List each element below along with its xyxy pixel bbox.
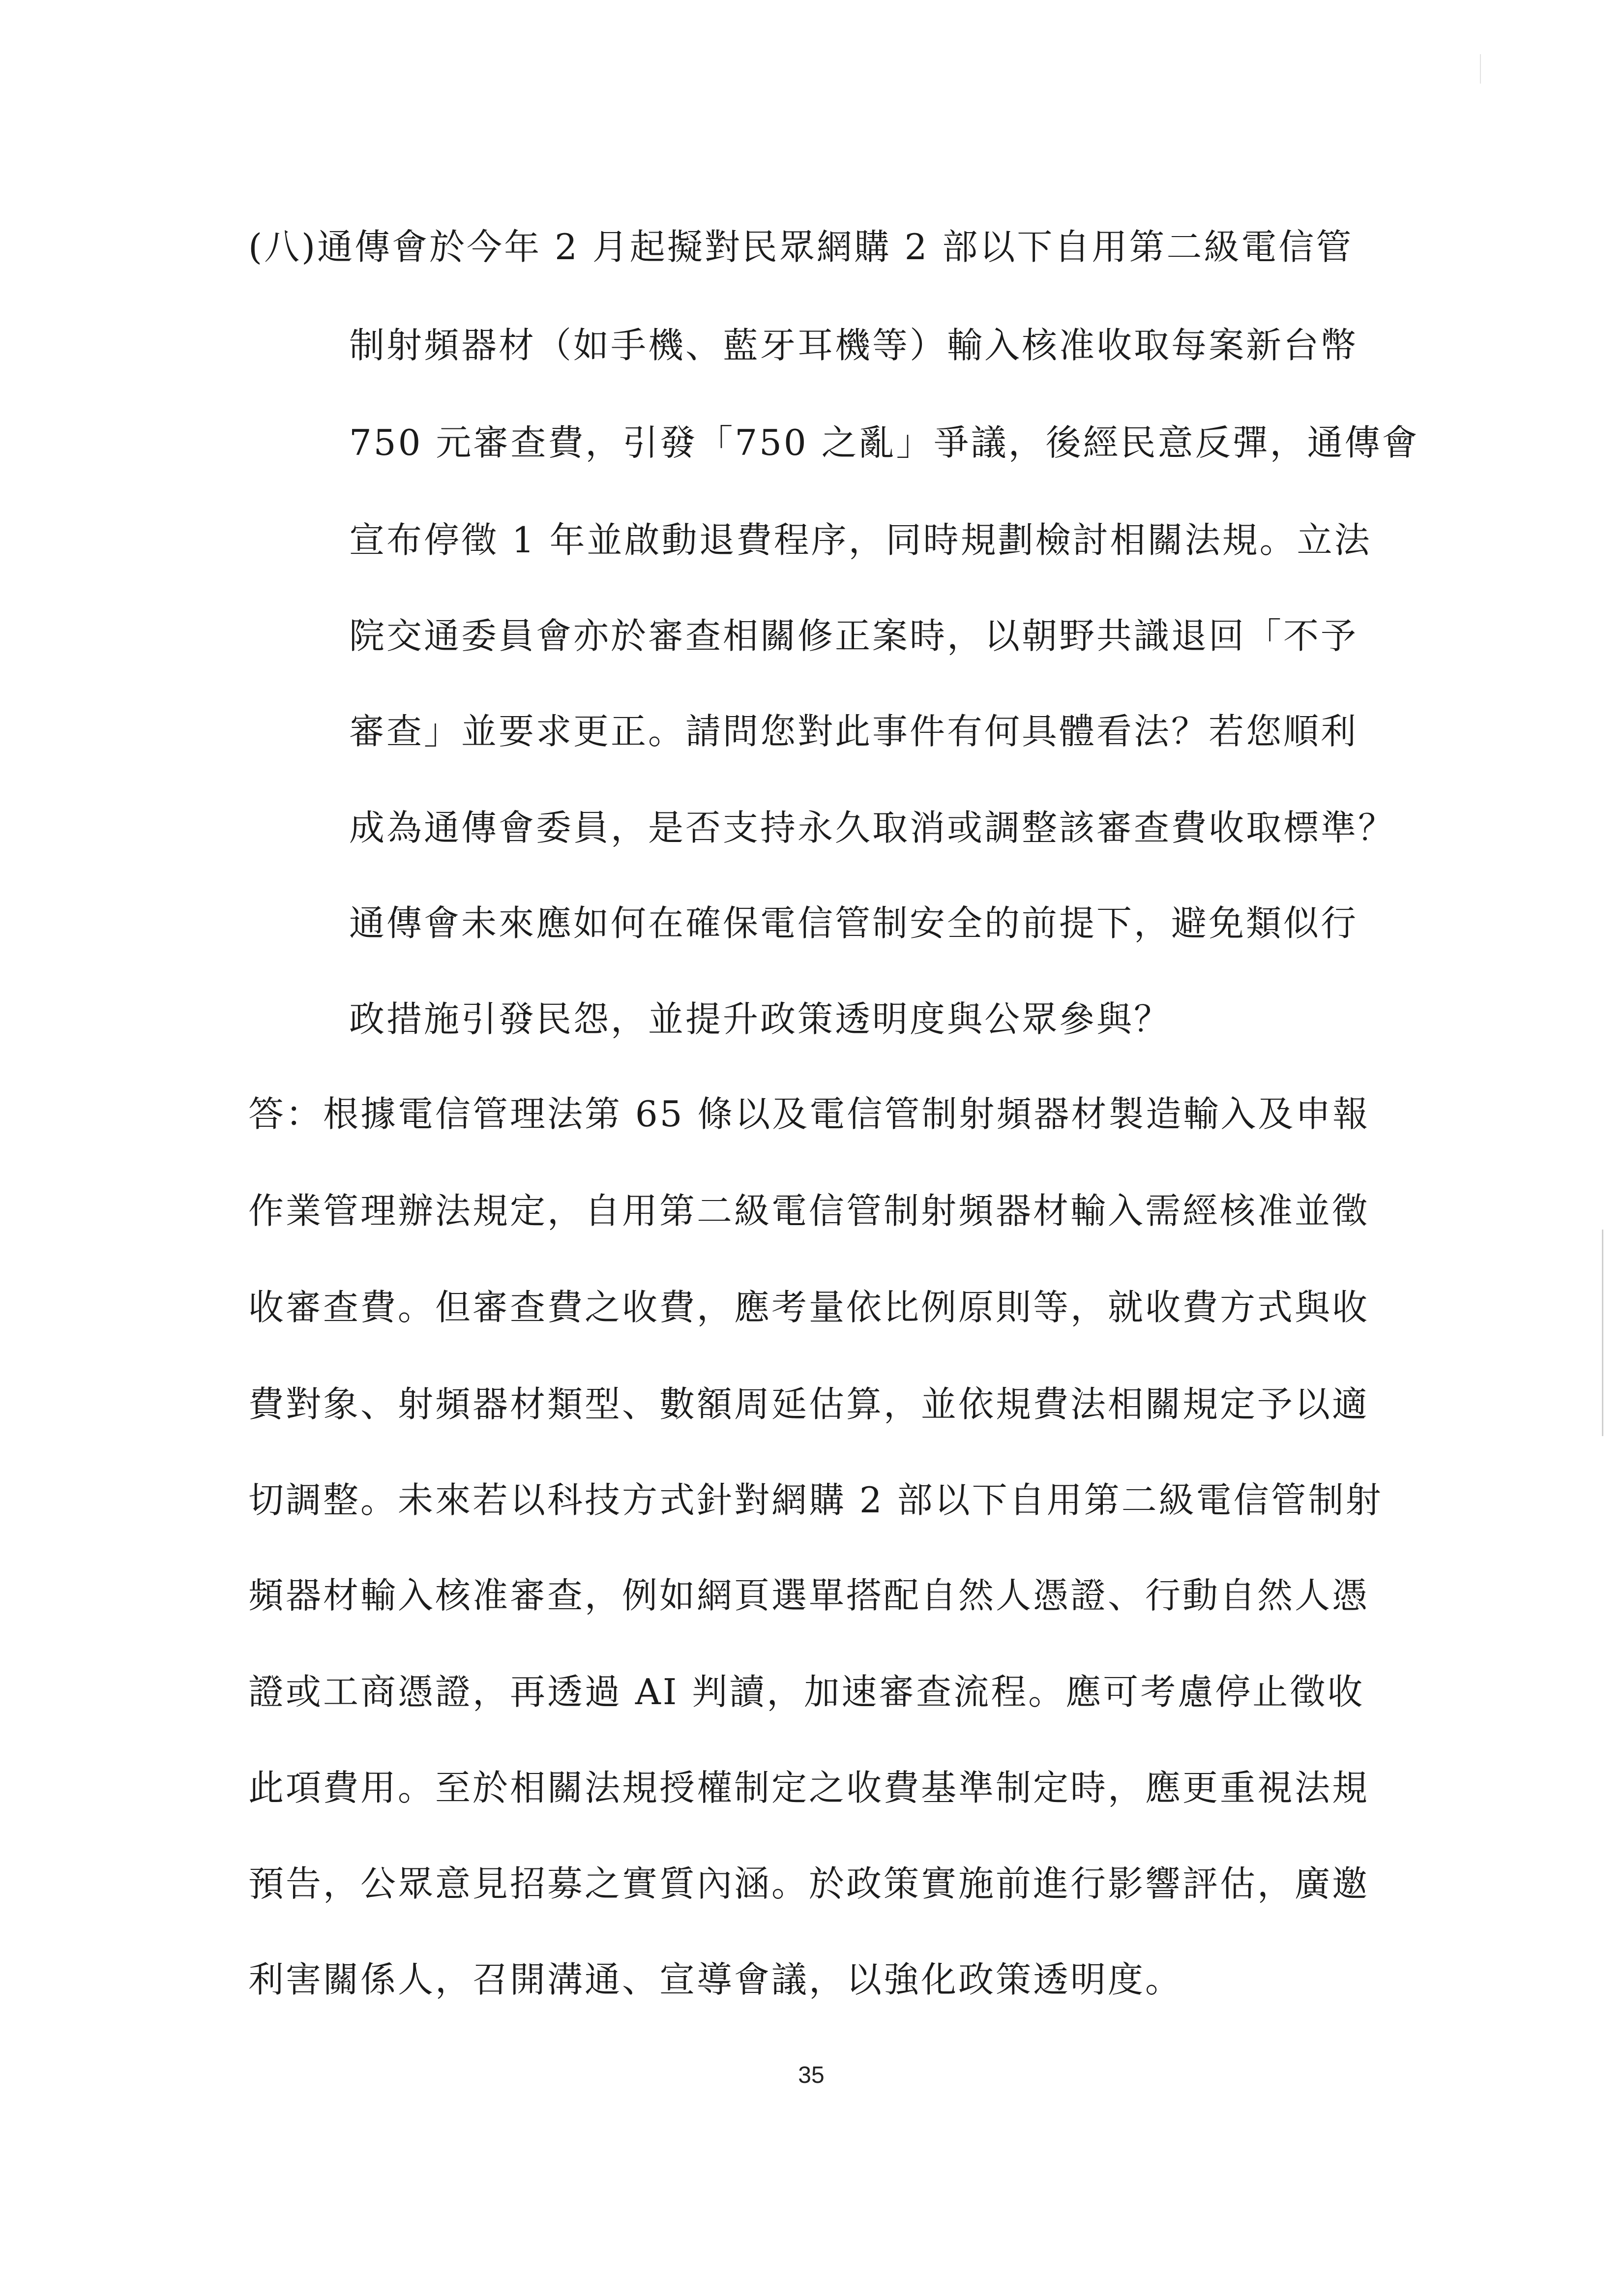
page-number: 35 bbox=[798, 2062, 825, 2088]
question-line: 宣布停徵 1 年並啟動退費程序，同時規劃檢討相關法規。立法 bbox=[349, 519, 1372, 561]
answer-line: 頻器材輸入核准審查，例如網頁選單搭配自然人憑證、行動自然人憑 bbox=[248, 1575, 1370, 1616]
answer-line: 答：根據電信管理法第 65 條以及電信管制射頻器材製造輸入及申報 bbox=[248, 1093, 1370, 1135]
answer-line: 費對象、射頻器材類型、數額周延估算，並依規費法相關規定予以適 bbox=[248, 1383, 1370, 1425]
question-line: 750 元審查費，引發「750 之亂」爭議，後經民意反彈，通傳會 bbox=[349, 422, 1419, 463]
answer-line: 利害關係人，召開溝通、宣導會議，以強化政策透明度。 bbox=[248, 1959, 1183, 2000]
question-line: 審查」並要求更正。請問您對此事件有何具體看法？若您順利 bbox=[349, 711, 1358, 752]
answer-line: 此項費用。至於相關法規授權制定之收費基準制定時，應更重視法規 bbox=[248, 1767, 1370, 1808]
answer-line: 收審查費。但審查費之收費，應考量依比例原則等，就收費方式與收 bbox=[248, 1287, 1370, 1328]
answer-line: 證或工商憑證，再透過 AI 判讀，加速審查流程。應可考慮停止徵收 bbox=[248, 1671, 1365, 1713]
scan-artifact bbox=[1602, 1230, 1603, 1436]
scan-artifact bbox=[1480, 54, 1481, 84]
answer-line: 作業管理辦法規定，自用第二級電信管制射頻器材輸入需經核准並徵 bbox=[248, 1190, 1370, 1232]
question-line: 通傳會未來應如何在確保電信管制安全的前提下，避免類似行 bbox=[349, 902, 1358, 944]
question-line: (八)通傳會於今年 2 月起擬對民眾網購 2 部以下自用第二級電信管 bbox=[248, 226, 1354, 268]
question-line: 政措施引發民怨，並提升政策透明度與公眾參與？ bbox=[349, 998, 1172, 1040]
question-line: 院交通委員會亦於審查相關修正案時，以朝野共識退回「不予 bbox=[349, 615, 1358, 657]
answer-line: 切調整。未來若以科技方式針對網購 2 部以下自用第二級電信管制射 bbox=[248, 1479, 1383, 1521]
answer-line: 預告，公眾意見招募之實質內涵。於政策實施前進行影響評估，廣邀 bbox=[248, 1863, 1370, 1904]
question-line: 制射頻器材（如手機、藍牙耳機等）輸入核准收取每案新台幣 bbox=[349, 325, 1358, 366]
question-line: 成為通傳會委員，是否支持永久取消或調整該審查費收取標準？ bbox=[349, 807, 1396, 848]
